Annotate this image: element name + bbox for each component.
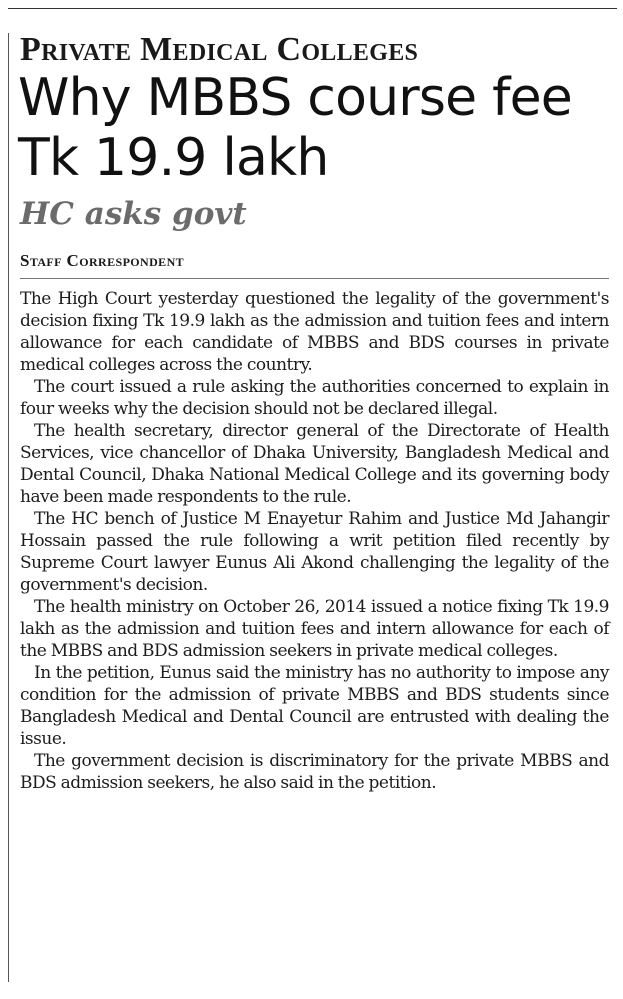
paragraph: The High Court yesterday questioned the legality of the government's decision fixing Tk 19.9 lakh as the admission and tuition fees and intern allowance for each candidate of MBBS and BDS courses in private medical colleges across the country. bbox=[20, 289, 609, 375]
paragraph: In the petition, Eunus said the ministry has no authority to impose any condition for the admission of private MBBS and BDS students since Bangladesh Medical and Dental Council are entrusted with dealing the issue. bbox=[20, 663, 609, 749]
article-body bbox=[20, 288, 609, 794]
paragraph: The health secretary, director general of the Directorate of Health Services, vice chancellor of Dhaka University, Bangladesh Medical and Dental Council, Dhaka National Medical College and its governing body have been made respondents to the rule. bbox=[20, 421, 609, 507]
paragraph: The government decision is discriminatory for the private MBBS and BDS admission seekers, he also said in the petition. bbox=[20, 751, 609, 793]
section-kicker: Private Medical Colleges bbox=[20, 31, 419, 68]
paragraph: The court issued a rule asking the authorities concerned to explain in four weeks why the decision should not be declared illegal. bbox=[20, 377, 609, 419]
subheadline: HC asks govt bbox=[20, 196, 247, 232]
paragraph: The HC bench of Justice M Enayetur Rahim and Justice Md Jahangir Hossain passed the rule following a writ petition filed recently by Supreme Court lawyer Eunus Ali Akond challenging the legality of the government's decision. bbox=[20, 509, 609, 595]
paragraph: The health ministry on October 26, 2014 issued a notice fixing Tk 19.9 lakh as the admission and tuition fees and intern allowance for each of the MBBS and BDS admission seekers in private medical colleges. bbox=[20, 597, 609, 661]
headline: Why MBBS course fee Tk 19.9 lakh bbox=[18, 68, 572, 188]
top-rule bbox=[8, 8, 617, 9]
byline: Staff Correspondent bbox=[20, 251, 185, 270]
byline-divider bbox=[20, 278, 609, 279]
column-rule bbox=[8, 33, 9, 982]
